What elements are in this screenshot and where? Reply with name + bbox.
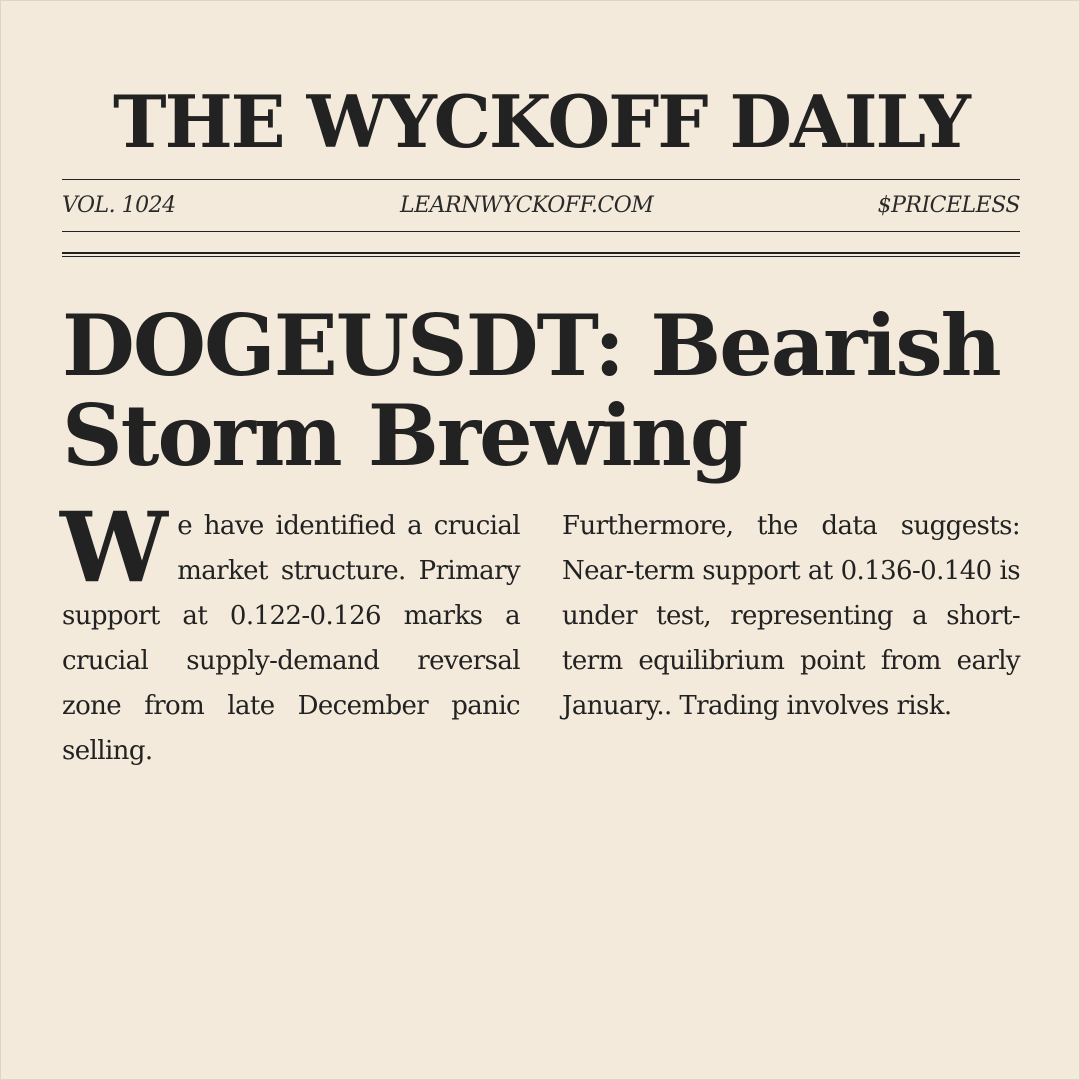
masthead-title: THE WYCKOFF DAILY xyxy=(113,79,969,164)
masthead-bottom-rule xyxy=(62,231,1020,232)
masthead-meta-bar xyxy=(62,190,1020,220)
drop-cap: W xyxy=(60,491,168,604)
website-link: LEARNWYCKOFF.COM xyxy=(399,192,654,218)
article-column-2 xyxy=(562,504,1020,774)
volume-label: VOL. 1024 xyxy=(62,192,176,218)
masthead-top-rule xyxy=(62,179,1020,180)
article-body xyxy=(60,491,1020,774)
column-1-text: e have identified a crucial market structure. Primary support at 0.122-0.126 marks a crucial supply-demand reversal zone from late December panic selling. xyxy=(62,511,520,766)
double-rule-top xyxy=(62,252,1020,254)
price-label: $PRICELESS xyxy=(877,192,1020,218)
article-headline: DOGEUSDT: Bearish Storm Brewing xyxy=(62,296,1000,485)
double-rule-bottom xyxy=(62,256,1020,257)
article-column-1 xyxy=(60,491,520,774)
column-2-text: Furthermore, the data suggests: Near-term support at 0.136-0.140 is under test, representing a short-term equilibrium point from early January.. Trading involves risk. xyxy=(562,511,1020,721)
